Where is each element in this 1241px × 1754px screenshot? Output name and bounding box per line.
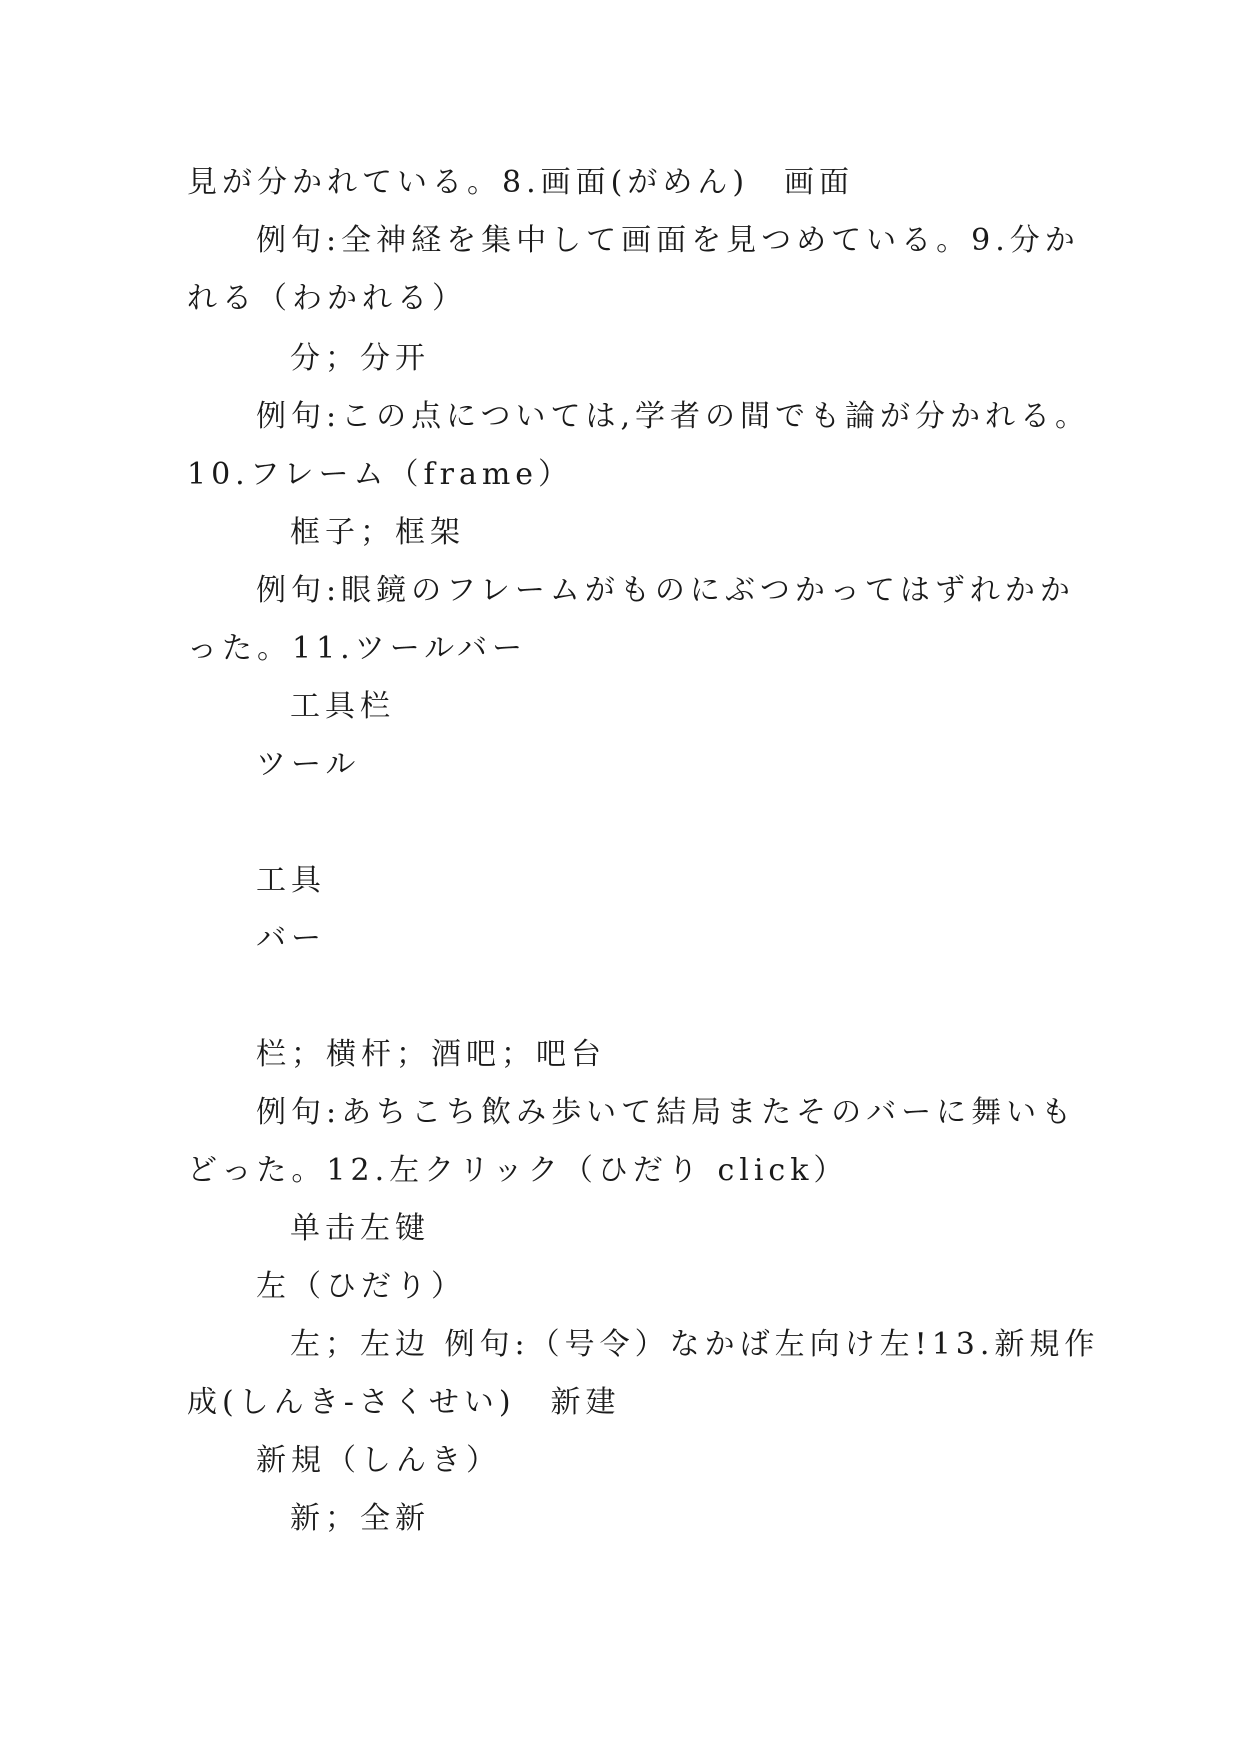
- text-line: 例句:この点については,学者の間でも論が分かれる。: [256, 399, 1091, 434]
- text-line: 例句:あちこち飲み歩いて結局またそのバーに舞いも: [256, 1095, 1077, 1130]
- text-line: 框子；框架: [290, 515, 465, 550]
- text-line: 新規（しんき）: [256, 1443, 501, 1478]
- text-line: バー: [256, 921, 326, 956]
- text-line: 例句:眼鏡のフレームがものにぶつかってはずれかか: [256, 573, 1075, 608]
- text-line: 单击左键: [290, 1211, 430, 1246]
- text-line: 新；全新: [290, 1501, 430, 1536]
- text-line: った。11.ツールバー: [187, 631, 528, 666]
- text-line: 工具栏: [290, 689, 395, 724]
- text-line: 工具: [256, 863, 326, 898]
- text-line: 左；左边 例句:（号令）なかば左向け左!13.新規作: [290, 1327, 1100, 1362]
- text-line: れる（わかれる）: [187, 281, 467, 316]
- text-line: 分；分开: [290, 341, 430, 376]
- text-line: 左（ひだり）: [256, 1269, 466, 1304]
- text-line: 成(しんき-さくせい) 新建: [187, 1385, 621, 1420]
- text-line: ツール: [256, 747, 361, 782]
- text-line: 10.フレーム（frame）: [187, 457, 574, 492]
- text-line: どった。12.左クリック（ひだり click）: [187, 1153, 849, 1188]
- text-line: 栏；横杆；酒吧；吧台: [256, 1037, 606, 1072]
- text-line: 例句:全神経を集中して画面を見つめている。9.分か: [256, 223, 1080, 258]
- text-line: 見が分かれている。8.画面(がめん) 画面: [187, 165, 855, 200]
